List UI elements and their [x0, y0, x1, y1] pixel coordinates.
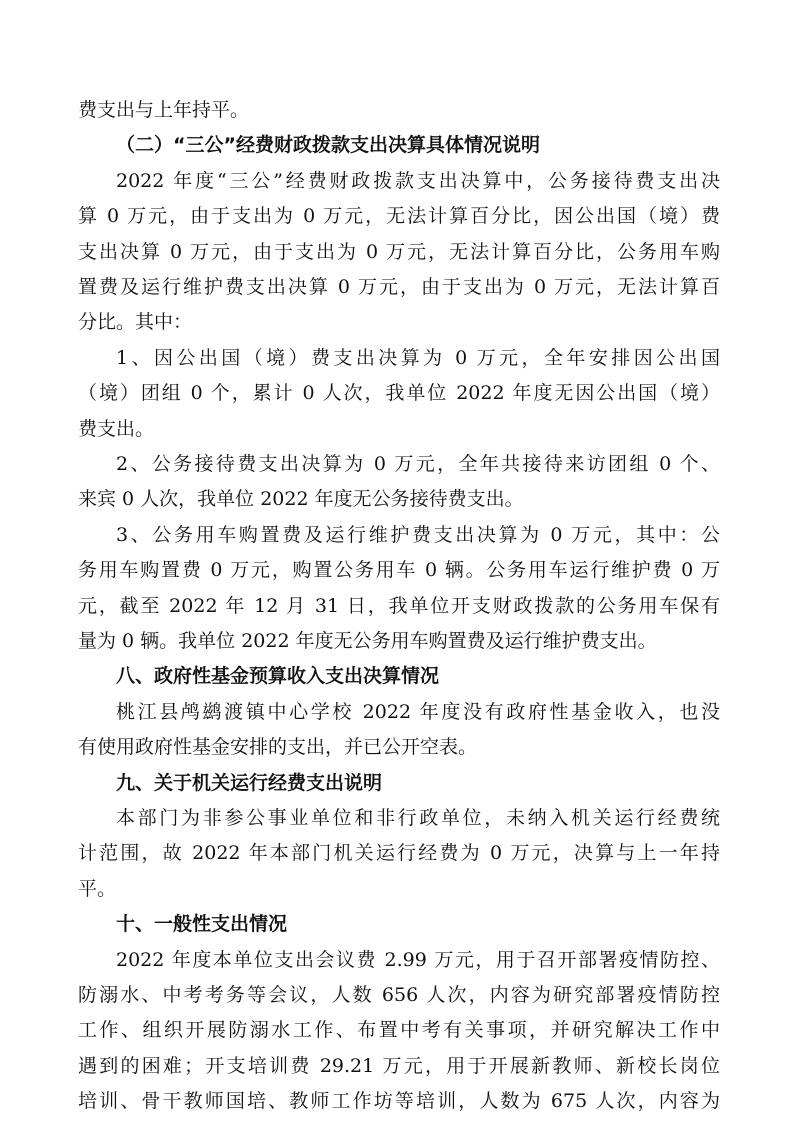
paragraph-line: 遇到的困难；开支培训费 29.21 万元，用于开展新教师、新校长岗位 [78, 1054, 720, 1077]
paragraph-line: 培训、骨干教师国培、教师工作坊等培训，人数为 675 人次，内容为 [78, 1090, 720, 1113]
paragraph-line: 1、因公出国（境）费支出决算为 0 万元，全年安排因公出国 [116, 346, 720, 369]
paragraph-line: （境）团组 0 个，累计 0 人次，我单位 2022 年度无因公出国（境） [78, 382, 720, 405]
paragraph-line: 2、公务接待费支出决算为 0 万元，全年共接待来访团组 0 个、 [116, 453, 720, 475]
section-heading: 九、关于机关运行经费支出说明 [116, 771, 383, 794]
paragraph-line: 算 0 万元，由于支出为 0 万元，无法计算百分比，因公出国（境）费 [78, 205, 720, 228]
paragraph-line: 务用车购置费 0 万元，购置公务用车 0 辆。公务用车运行维护费 0 万 [78, 559, 720, 582]
paragraph-line: 计范围，故 2022 年本部门机关运行经费为 0 万元，决算与上一年持 [78, 842, 720, 865]
paragraph-line: 置费及运行维护费支出决算 0 万元，由于支出为 0 万元，无法计算百 [78, 276, 720, 298]
paragraph-line: 2022 年度“三公”经费财政拨款支出决算中，公务接待费支出决 [116, 169, 720, 192]
section-heading: 十、一般性支出情况 [116, 913, 288, 936]
paragraph-line: 3、公务用车购置费及运行维护费支出决算为 0 万元，其中：公 [116, 523, 720, 546]
paragraph-line: 本部门为非参公事业单位和非行政单位，未纳入机关运行经费统 [116, 807, 720, 829]
paragraph-line: 费支出与上年持平。 [78, 99, 250, 121]
paragraph-line: 平。 [78, 877, 117, 900]
section-heading: （二）“三公”经费财政拨款支出决算具体情况说明 [116, 134, 540, 157]
paragraph-line: 防溺水、中考考务等会议，人数 656 人次，内容为研究部署疫情防控 [78, 984, 720, 1006]
paragraph-line: 桃江县鸬鹚渡镇中心学校 2022 年度没有政府性基金收入，也没 [116, 700, 720, 723]
paragraph-line: 量为 0 辆。我单位 2022 年度无公务用车购置费及运行维护费支出。 [78, 630, 657, 652]
paragraph-line: 2022 年度本单位支出会议费 2.99 万元，用于召开部署疫情防控、 [116, 948, 720, 971]
paragraph-line: 工作、组织开展防溺水工作、布置中考有关事项，并研究解决工作中 [78, 1019, 720, 1042]
paragraph-line: 费支出。 [78, 417, 155, 440]
paragraph-line: 支出决算 0 万元，由于支出为 0 万元，无法计算百分比，公务用车购 [78, 240, 720, 263]
paragraph-line: 有使用政府性基金安排的支出，并已公开空表。 [78, 736, 478, 759]
paragraph-line: 元，截至 2022 年 12 月 31 日，我单位开支财政拨款的公务用车保有 [78, 594, 720, 617]
section-heading: 八、政府性基金预算收入支出决算情况 [116, 665, 440, 688]
paragraph-line: 分比。其中： [78, 311, 193, 334]
paragraph-line: 来宾 0 人次，我单位 2022 年度无公务接待费支出。 [78, 488, 524, 511]
